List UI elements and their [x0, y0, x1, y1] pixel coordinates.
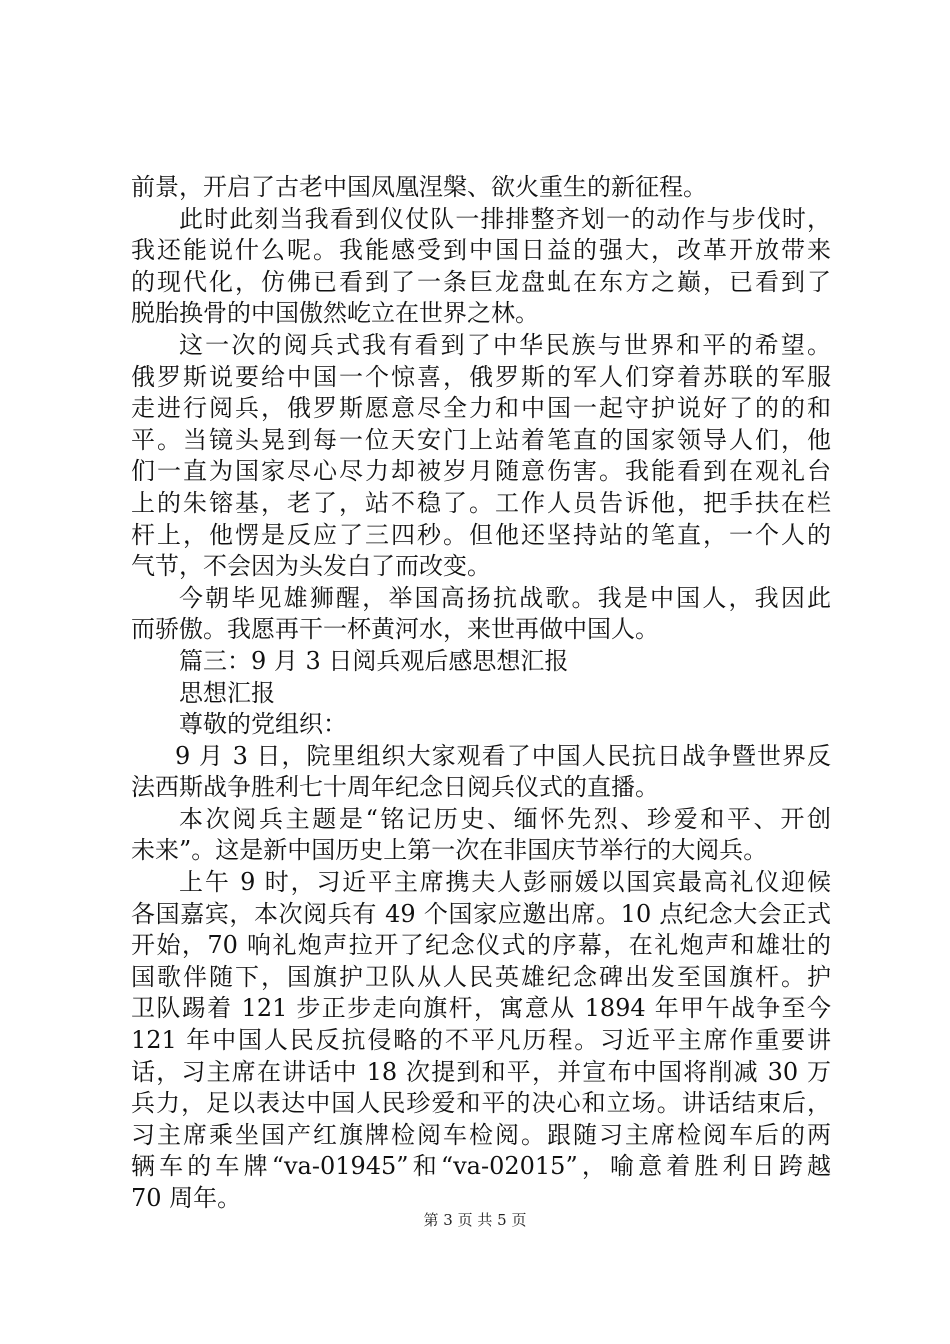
text-line: 各国嘉宾，本次阅兵有 49 个国家应邀出席。10 点纪念大会正式 — [131, 899, 831, 928]
document-body — [131, 172, 831, 1215]
text-line: 走进行阅兵，俄罗斯愿意尽全力和中国一起守护说好了的的和 — [131, 394, 831, 423]
section-heading: 篇三：9 月 3 日阅兵观后感思想汇报 — [179, 646, 569, 675]
text-line: 杆上，他愣是反应了三四秒。但他还坚持站的笔直，一个人的 — [131, 520, 831, 549]
text-line: 上的朱镕基，老了，站不稳了。工作人员告诉他，把手扶在栏 — [131, 488, 831, 517]
text-line: 脱胎换骨的中国傲然屹立在世界之林。 — [131, 299, 539, 328]
text-line: 国歌伴随下，国旗护卫队从人民英雄纪念碑出发至国旗杆。护 — [131, 962, 831, 991]
text-line: 9 月 3 日，院里组织大家观看了中国人民抗日战争暨世界反 — [175, 741, 831, 770]
text-line: 们一直为国家尽心尽力却被岁月随意伤害。我能看到在观礼台 — [131, 457, 831, 486]
text-line: 未来”。这是新中国历史上第一次在非国庆节举行的大阅兵。 — [131, 836, 768, 865]
text-line: 上午 9 时，习近平主席携夫人彭丽媛以国宾最高礼仪迎候 — [179, 868, 831, 897]
text-line: 习主席乘坐国产红旗牌检阅车检阅。跟随习主席检阅车后的两 — [131, 1120, 831, 1149]
text-line: 话，习主席在讲话中 18 次提到和平，并宣布中国将削减 30 万 — [131, 1057, 831, 1086]
text-line: 平。当镜头晃到每一位天安门上站着笔直的国家领导人们，他 — [131, 425, 831, 454]
page-number-footer: 第 3 页 共 5 页 — [423, 1211, 527, 1229]
text-line: 这一次的阅兵式我有看到了中华民族与世界和平的希望。 — [179, 330, 831, 359]
text-line: 121 年中国人民反抗侵略的不平凡历程。习近平主席作重要讲 — [131, 1026, 831, 1055]
text-line: 本次阅兵主题是“铭记历史、缅怀先烈、珍爱和平、开创 — [179, 804, 831, 833]
salutation: 尊敬的党组织： — [179, 710, 347, 739]
text-line: 而骄傲。我愿再干一杯黄河水，来世再做中国人。 — [131, 615, 659, 644]
text-line: 辆车的车牌“va-01945”和“va-02015”，喻意着胜利日跨越 — [131, 1152, 831, 1181]
text-line: 气节，不会因为头发白了而改变。 — [131, 552, 491, 581]
text-line: 此时此刻当我看到仪仗队一排排整齐划一的动作与步伐时， — [179, 204, 831, 233]
text-line: 的现代化，仿佛已看到了一条巨龙盘虬在东方之巅，已看到了 — [131, 267, 831, 296]
text-line: 今朝毕见雄狮醒，举国高扬抗战歌。我是中国人，我因此 — [179, 583, 831, 612]
report-title: 思想汇报 — [179, 678, 275, 707]
text-line: 卫队踢着 121 步正步走向旗杆，寓意从 1894 年甲午战争至今 — [131, 994, 831, 1023]
text-line: 开始，70 响礼炮声拉开了纪念仪式的序幕，在礼炮声和雄壮的 — [131, 931, 831, 960]
text-line: 兵力，足以表达中国人民珍爱和平的决心和立场。讲话结束后， — [131, 1089, 831, 1118]
text-line: 法西斯战争胜利七十周年纪念日阅兵仪式的直播。 — [131, 773, 659, 802]
text-line: 70 周年。 — [131, 1184, 242, 1212]
text-line: 俄罗斯说要给中国一个惊喜，俄罗斯的军人们穿着苏联的军服 — [131, 362, 831, 391]
text-line: 我还能说什么呢。我能感受到中国日益的强大，改革开放带来 — [131, 236, 831, 265]
text-line: 前景，开启了古老中国凤凰涅槃、欲火重生的新征程。 — [131, 173, 707, 201]
